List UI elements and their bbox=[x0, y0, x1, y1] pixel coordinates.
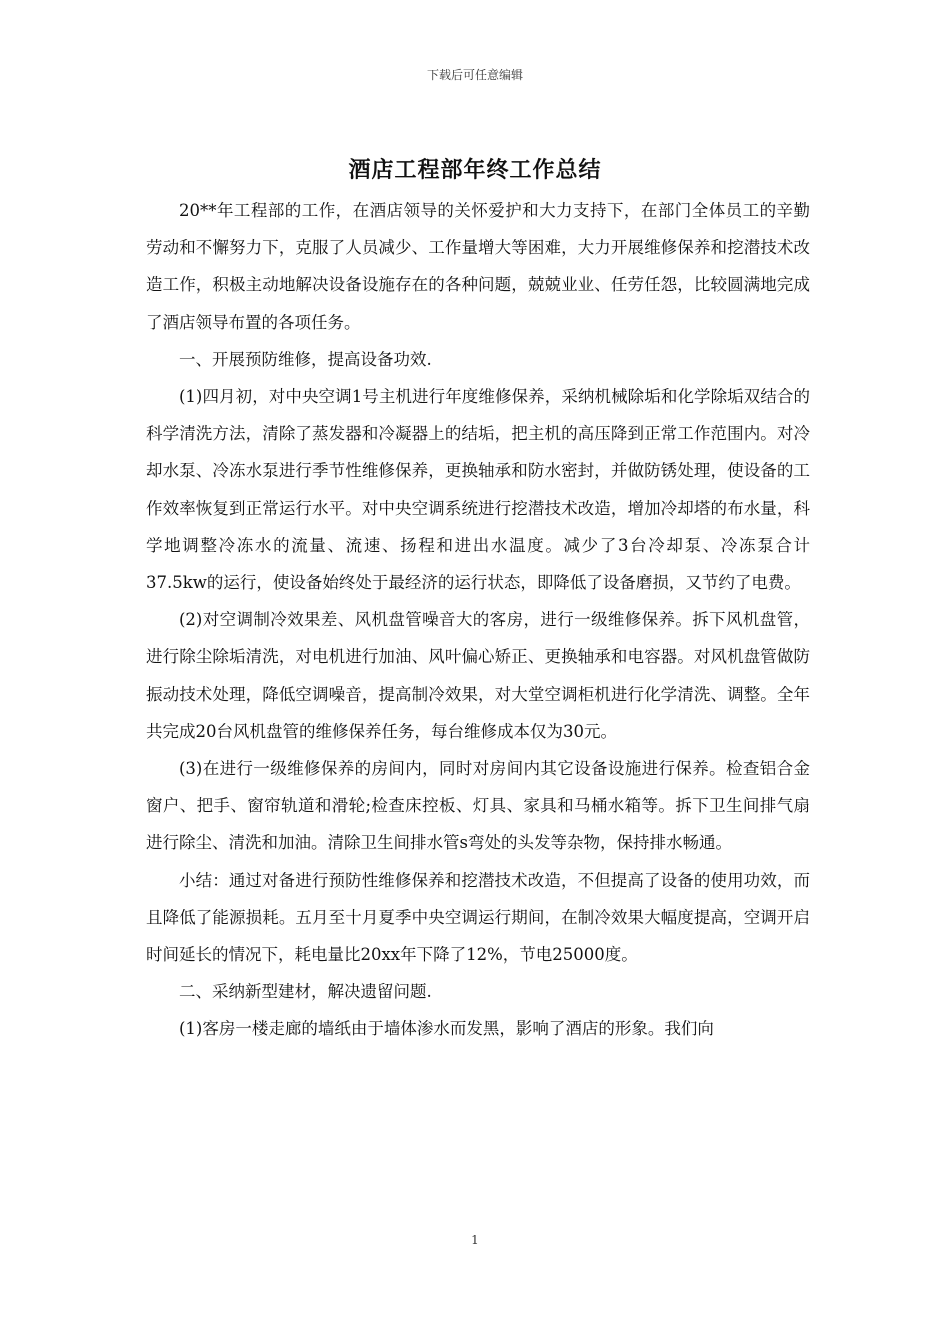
paragraph-item-2: (2)对空调制冷效果差、风机盘管噪音大的客房，进行一级维修保养。拆下风机盘管，进行除尘除垢清洗，对电机进行加油、风叶偏心矫正、更换轴承和电容器。对风机盘管做防振动技术处理，降低空调噪音，提高制冷效果，对大堂空调柜机进行化学清洗、调整。全年共完成20台风机盘管的维修保养任务，每台维修成本仅为30元。 bbox=[146, 610, 810, 741]
page-number: 1 bbox=[471, 1233, 479, 1247]
paragraph-intro: 20**年工程部的工作，在酒店领导的关怀爱护和大力支持下，在部门全体员工的辛勤劳动和不懈努力下，克服了人员减少、工作量增大等困难，大力开展维修保养和挖潜技术改造工作，积极主动地解决设备设施存在的各种问题，兢兢业业、任劳任怨，比较圆满地完成了酒店领导布置的各项任务。 bbox=[146, 201, 810, 332]
paragraph-item-3: (3)在进行一级维修保养的房间内，同时对房间内其它设备设施进行保养。检查铝合金窗户、把手、窗帘轨道和滑轮;检查床控板、灯具、家具和马桶水箱等。拆下卫生间排气扇进行除尘、清洗和加油。清除卫生间排水管s弯处的头发等杂物，保持排水畅通。 bbox=[146, 759, 810, 853]
paragraph-item-4: (1)客房一楼走廊的墙纸由于墙体渗水而发黑，影响了酒店的形象。我们向 bbox=[179, 1019, 714, 1039]
document-body bbox=[146, 192, 810, 1048]
section-heading-1: 一、开展预防维修，提高设备功效. bbox=[179, 349, 432, 369]
page-header: 下载后可任意编辑 bbox=[426, 68, 523, 82]
document-title: 酒店工程部年终工作总结 bbox=[348, 158, 602, 183]
section-heading-2: 二、采纳新型建材，解决遗留问题. bbox=[179, 982, 432, 1002]
paragraph-item-1: (1)四月初，对中央空调1号主机进行年度维修保养，采纳机械除垢和化学除垢双结合的科学清洗方法，清除了蒸发器和冷凝器上的结垢，把主机的高压降到正常工作范围内。对冷却水泵、冷冻水泵进行季节性维修保养，更换轴承和防水密封，并做防锈处理，使设备的工作效率恢复到正常运行水平。对中央空调系统进行挖潜技术改造，增加冷却塔的布水量，科学地调整冷冻水的流量、流速、扬程和进出水温度。减少了3台冷却泵、冷冻泵合计37.5kw的运行，使设备始终处于最经济的运行状态，即降低了设备磨损，又节约了电费。 bbox=[146, 387, 810, 593]
paragraph-summary: 小结：通过对备进行预防性维修保养和挖潜技术改造，不但提高了设备的使用功效，而且降低了能源损耗。五月至十月夏季中央空调运行期间，在制冷效果大幅度提高，空调开启时间延长的情况下，耗电量比20xx年下降了12%，节电25000度。 bbox=[146, 870, 810, 965]
